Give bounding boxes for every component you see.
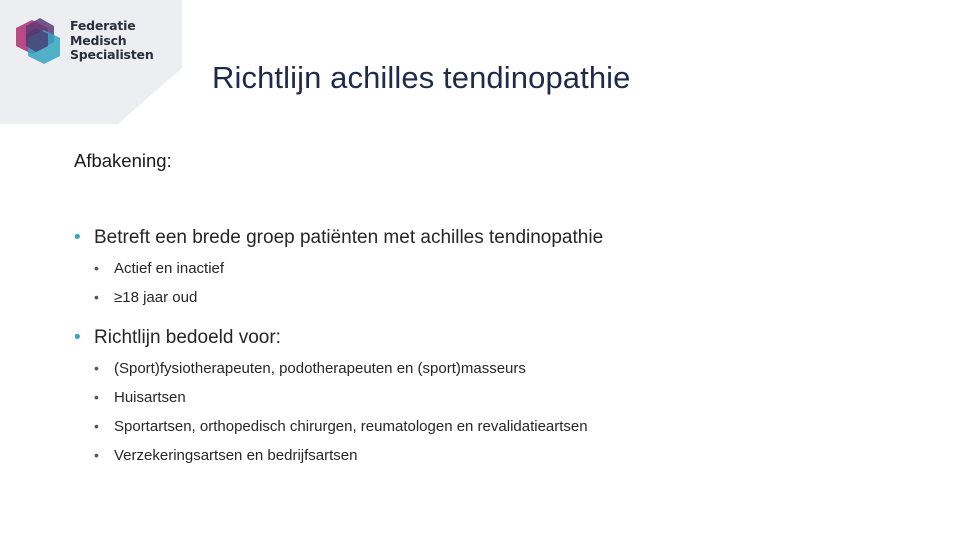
bullet-dot-icon: •	[74, 227, 81, 248]
bullet-item-level2	[74, 412, 934, 441]
bullet-item-level2	[74, 354, 934, 383]
sub-bullet-text: Verzekeringsartsen en bedrijfsartsen	[114, 447, 358, 464]
logo-line: Specialisten	[70, 47, 154, 62]
sub-bullet-dot-icon: •	[94, 389, 99, 405]
sub-bullet-dot-icon: •	[94, 360, 99, 376]
slide-title: Richtlijn achilles tendinopathie	[212, 60, 631, 95]
bullet-text: Richtlijn bedoeld voor:	[94, 327, 281, 348]
sub-bullet-text: Huisartsen	[114, 389, 186, 406]
sub-bullet-list	[74, 254, 934, 312]
bullet-content	[74, 224, 934, 470]
sub-bullet-dot-icon: •	[94, 447, 99, 463]
sub-bullet-text: Actief en inactief	[114, 260, 225, 277]
sub-bullet-text: ≥18 jaar oud	[114, 289, 198, 306]
logo-line: Medisch	[70, 32, 127, 48]
sub-bullet-dot-icon: •	[94, 260, 99, 276]
logo-line: Federatie	[70, 18, 136, 33]
bullet-item-level2	[74, 254, 934, 283]
sub-bullet-text: Sportartsen, orthopedisch chirurgen, reumatologen en revalidatieartsen	[114, 418, 588, 435]
spacer	[74, 312, 934, 324]
sub-bullet-list	[74, 354, 934, 470]
sub-bullet-dot-icon: •	[94, 418, 99, 434]
bullet-text: Betreft een brede groep patiënten met achilles tendinopathie	[94, 227, 604, 248]
sub-bullet-dot-icon: •	[94, 289, 99, 305]
logo-wordmark	[70, 19, 154, 63]
bullet-item-level1	[74, 224, 934, 252]
bullet-item-level2	[74, 283, 934, 312]
sub-bullet-text: (Sport)fysiotherapeuten, podotherapeuten en (sport)masseurs	[114, 360, 526, 377]
bullet-item-level2	[74, 383, 934, 412]
bullet-item-level1	[74, 324, 934, 352]
section-heading: Afbakening:	[74, 150, 172, 171]
federatie-logo-icon	[14, 16, 64, 66]
bullet-item-level2	[74, 441, 934, 470]
bullet-dot-icon: •	[74, 327, 81, 348]
